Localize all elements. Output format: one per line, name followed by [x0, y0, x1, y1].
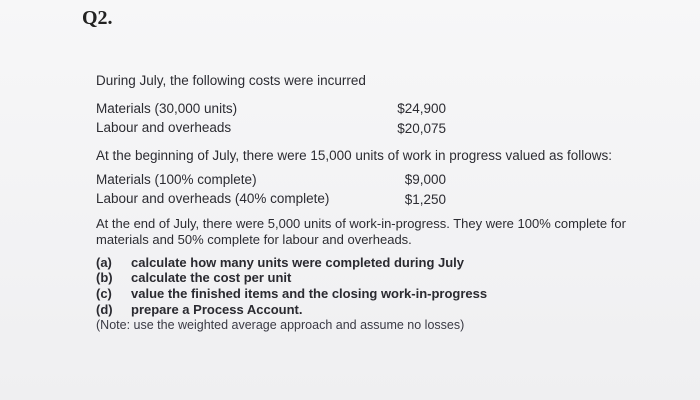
wip-label-labour: Labour and overheads (40% complete) — [96, 191, 330, 206]
task-c — [96, 286, 487, 301]
task-text: calculate the cost per unit — [131, 270, 292, 285]
wip-amount-labour: $1,250 — [404, 192, 446, 207]
cost-amount-labour: $20,075 — [397, 121, 446, 136]
closing-wip-text: At the end of July, there were 5,000 units of work-in-progress. They were 100% complete for materials and 50% complete for labour and overheads. — [96, 216, 626, 247]
cost-amount-materials: $24,900 — [397, 101, 446, 116]
task-d — [96, 302, 302, 317]
question-number: Q2. — [82, 7, 113, 29]
wip-label-materials: Materials (100% complete) — [96, 172, 257, 187]
wip-amount-materials: $9,000 — [404, 172, 446, 187]
task-b — [96, 270, 291, 285]
task-label: (b) — [96, 270, 113, 285]
cost-label-labour: Labour and overheads — [96, 120, 232, 135]
task-label: (c) — [96, 286, 112, 301]
task-a — [96, 255, 464, 270]
task-label: (d) — [96, 302, 113, 317]
note-text: (Note: use the weighted average approach and assume no losses) — [96, 318, 465, 332]
task-text: prepare a Process Account. — [131, 302, 303, 317]
wip-intro-text: At the beginning of July, there were 15,000 units of work in progress valued as follows: — [96, 148, 613, 163]
task-label: (a) — [96, 255, 112, 270]
task-text: calculate how many units were completed during July — [131, 255, 465, 270]
cost-label-materials: Materials (30,000 units) — [96, 101, 238, 116]
task-text: value the finished items and the closing work-in-progress — [131, 286, 488, 301]
intro-text: During July, the following costs were incurred — [96, 73, 366, 88]
